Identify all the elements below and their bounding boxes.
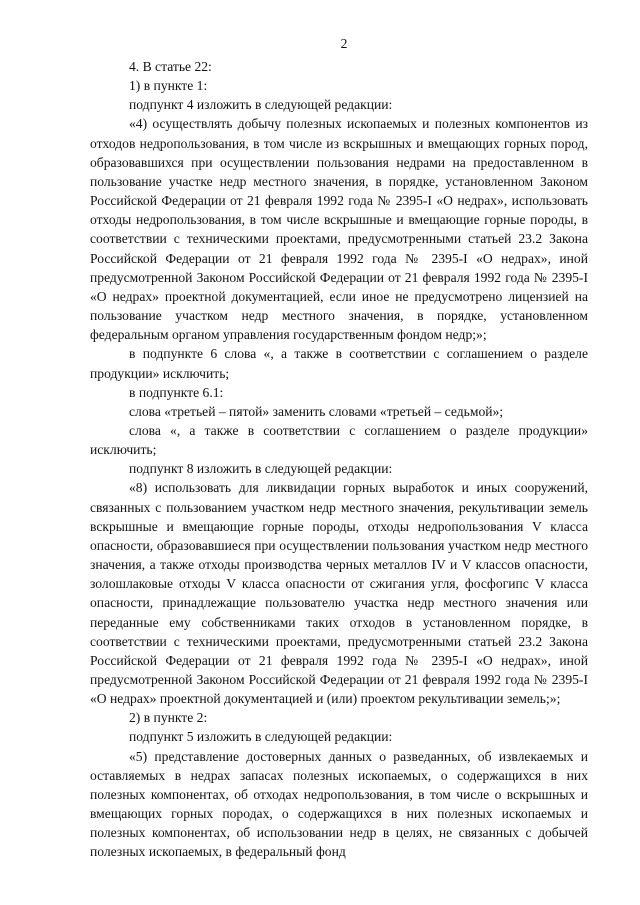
paragraph: в подпункте 6 слова «, а также в соответствии с соглашением о разделе продукции» исключить; (90, 346, 588, 381)
paragraph: слова «третьей – пятой» заменить словами «третьей – седьмой»; (129, 403, 504, 419)
paragraph: «5) представление достоверных данных о разведанных, об извлекаемых и оставляемых в недрах запасах полезных ископаемых, о содержащихся в них полезных компонентах, об отходах недропользования, в том числе о вскрышных и вмещающих горных породах, о содержащихся в них полезных ископаемых и полезных компонентах, об использовании недр в целях, не связанных с добычей полезных ископаемых, в федеральный фонд (90, 748, 588, 860)
clause-heading: 2) в пункте 2: (129, 710, 208, 726)
paragraph: «4) осуществлять добычу полезных ископаемых и полезных компонентов из отходов недропользования, в том числе из вскрышных и вмещающих горных пород, образовавшихся при осуществлении пользования недрами на предоставленном в пользование участке недр местного значения, в порядке, установленном Законом Российской Федерации от 21 февраля 1992 года № 2395-I «О недрах», использовать отходы недропользования, в том числе вскрышные и вмещающие горные породы, в соответствии с техническими проектами, предусмотренными статьей 23.2 Закона Российской Федерации от 21 февраля 1992 года № 2395-I «О недрах», иной предусмотренной Законом Российской Федерации от 21 февраля 1992 года № 2395-I «О недрах» проектной документацией, если иное не предусмотрено лицензией на пользование участком недр местного значения, в порядке, установленном федеральным органом управления государственным фондом недр;»; (90, 116, 588, 343)
article-heading: 4. В статье 22: (129, 59, 212, 74)
paragraph: подпункт 8 изложить в следующей редакции: (129, 461, 393, 477)
page-number: 2 (340, 36, 348, 51)
clause-heading: 1) в пункте 1: (129, 78, 208, 94)
paragraph: подпункт 5 изложить в следующей редакции: (129, 729, 393, 745)
paragraph: «8) использовать для ликвидации горных выработок и иных сооружений, связанных с пользованием участком недр местного значения, рекультивации земель вскрышные и вмещающие горные породы, отходы недропользования V класса опасности, образовавшиеся при осуществлении пользования участком недр местного значения, а также отходы производства черных металлов IV и V классов опасности, золошлаковые отходы V класса опасности от сжигания угля, фосфогипс V класса опасности, принадлежащие пользователю участка недр местного значения или переданные ему собственниками таких отходов в установленном порядке, в соответствии с техническими проектами, предусмотренными статьей 23.2 Закона Российской Федерации от 21 февраля 1992 года № 2395-I «О недрах», иной предусмотренной Законом Российской Федерации от 21 февраля 1992 года № 2395-I «О недрах» проектной документацией и (или) проектом рекультивации земель;»; (90, 480, 588, 707)
paragraph: слова «, а также в соответствии с соглашением о разделе продукции» исключить; (90, 422, 588, 458)
paragraph: подпункт 4 изложить в следующей редакции: (129, 97, 393, 113)
document-body (90, 57, 588, 862)
paragraph: в подпункте 6.1: (129, 384, 224, 400)
